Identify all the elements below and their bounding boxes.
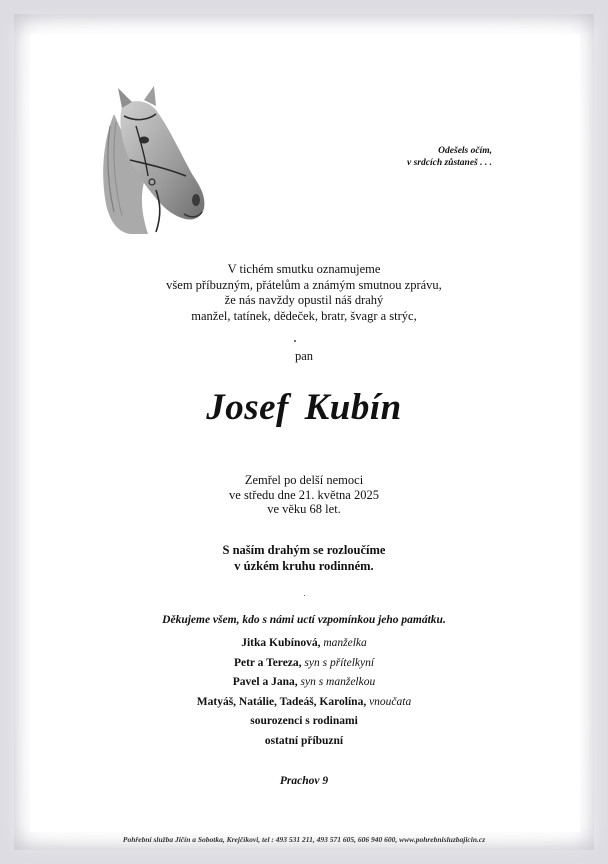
deceased-name: Josef Kubín — [206, 387, 402, 428]
horse-head-icon — [96, 86, 214, 234]
mourner-names: sourozenci s rodinami — [250, 715, 358, 727]
death-line: ve středu dne 21. května 2025 — [229, 487, 379, 502]
mourner-names: Matyáš, Natálie, Tadeáš, Karolína, — [196, 695, 370, 708]
mourner-entry — [0, 732, 608, 752]
mourner-relation: vnoučata — [369, 695, 412, 708]
farewell-notice — [0, 542, 608, 574]
death-details — [0, 473, 608, 517]
motto-line: Odešels očím, — [438, 146, 492, 156]
mourner-entry — [0, 712, 608, 732]
death-line: ve věku 68 let. — [267, 502, 341, 516]
motto-line: v srdcích zůstaneš . . . — [407, 158, 492, 168]
thanks-line: Děkujeme všem, kdo s námi uctí vzpomínkou jeho památku. — [162, 614, 446, 626]
mourner-entry — [0, 654, 608, 674]
mourner-relation: syn s přítelkyní — [304, 656, 375, 669]
intro-line: všem příbuzným, přátelům a známým smutnou zprávu, — [166, 277, 442, 292]
farewell-line: S naším drahým se rozloučíme — [222, 543, 386, 557]
funeral-service-footer: Pohřební služba Jičín a Sobotka, Krejčíkovi, tel : 493 531 211, 493 571 605, 606 940 600, www.pohrebnisluzbajicin.cz — [122, 835, 486, 844]
speck — [304, 595, 305, 596]
speck — [294, 340, 296, 342]
mourners-list — [0, 634, 608, 751]
mourner-relation: syn s manželkou — [300, 676, 376, 688]
mourner-entry — [0, 693, 608, 713]
farewell-line: v úzkém kruhu rodinném. — [234, 559, 374, 573]
death-line: Zemřel po delší nemoci — [244, 473, 364, 487]
intro-line: V tichém smutku oznamujeme — [227, 262, 381, 276]
mourner-entry — [0, 673, 608, 693]
mourner-names: Jitka Kubínová, — [241, 637, 324, 649]
motto — [360, 145, 492, 169]
mourner-names: Pavel a Jana, — [232, 676, 301, 688]
intro-line: manžel, tatínek, dědeček, bratr, švagr a strýc, — [191, 308, 417, 323]
mourner-entry — [0, 634, 608, 654]
mourner-names: Petr a Tereza, — [233, 656, 305, 669]
mourner-relation: manželka — [323, 637, 367, 649]
intro-line: že nás navždy opustil náš drahý — [224, 293, 384, 307]
mourner-names: ostatní příbuzní — [264, 734, 344, 747]
address: Prachov 9 — [279, 775, 329, 787]
title-pan: pan — [294, 349, 314, 363]
announcement-text — [0, 262, 608, 324]
